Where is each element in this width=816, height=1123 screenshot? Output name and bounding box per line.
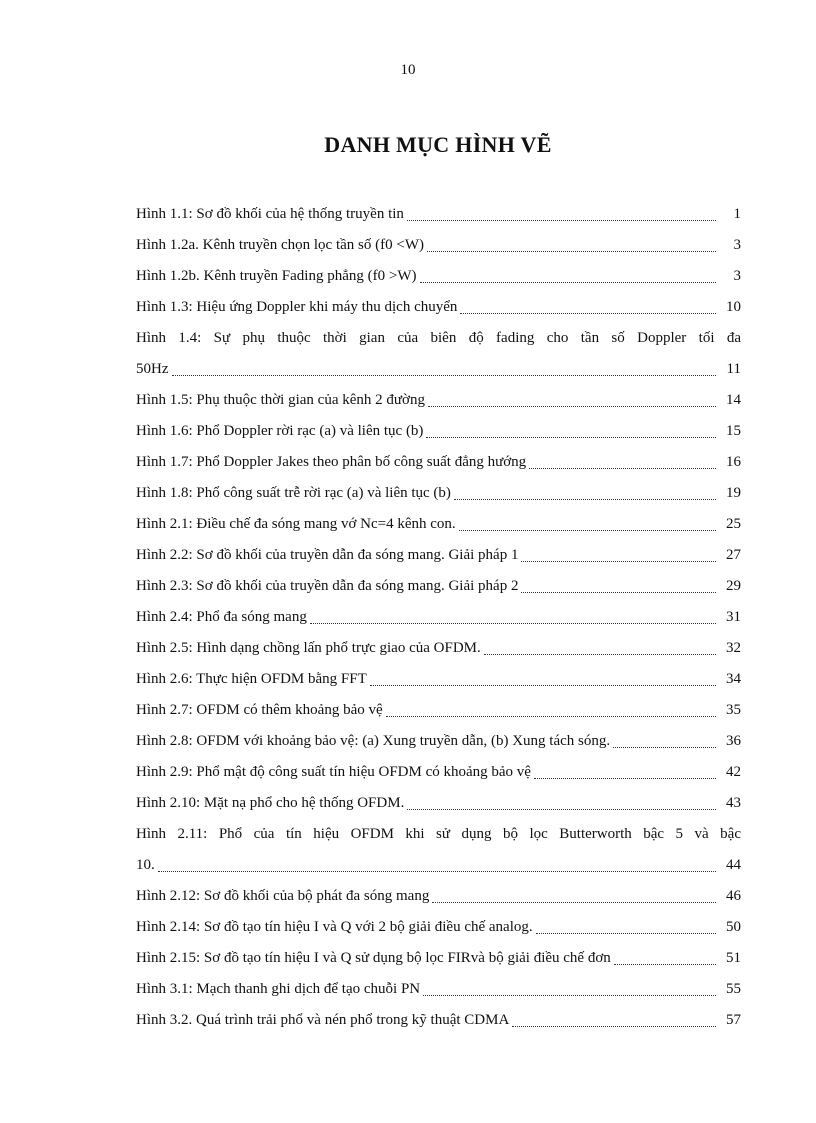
toc-entry [136, 386, 741, 417]
toc-entry-page: 36 [726, 733, 741, 749]
dot-leader [529, 468, 716, 469]
toc-entry [136, 479, 741, 510]
toc-entry-page: 44 [726, 857, 741, 873]
toc-entry [136, 975, 741, 1006]
toc-entry-page: 55 [726, 981, 741, 997]
toc-entry-page: 42 [726, 764, 741, 780]
dot-leader [454, 499, 716, 500]
dot-leader [172, 375, 717, 376]
dot-leader [432, 902, 716, 903]
toc-entry-label: Hình 2.5: Hình dạng chồng lấn phổ trực giao của OFDM. [136, 640, 481, 656]
toc-entry [136, 944, 741, 975]
toc-entry-page: 34 [726, 671, 741, 687]
toc-entry-page: 10 [726, 299, 741, 315]
toc-entry-label: Hình 2.8: OFDM với khoảng bảo vệ: (a) Xung truyền dẫn, (b) Xung tách sóng. [136, 733, 611, 749]
toc-entry [136, 789, 741, 820]
toc-entry-label: Hình 1.6: Phổ Doppler rời rạc (a) và liên tục (b) [136, 423, 424, 439]
toc-entry-label: Hình 2.12: Sơ đồ khối của bộ phát đa sóng mang [136, 888, 430, 904]
toc-entry-label: Hình 1.1: Sơ đồ khối của hệ thống truyền tin [136, 206, 404, 222]
dot-leader [460, 313, 716, 314]
toc-entry [136, 758, 741, 789]
toc-entry-label-continued: 50Hz [136, 361, 169, 377]
dot-leader [614, 964, 716, 965]
dot-leader [536, 933, 716, 934]
toc-entry [136, 510, 741, 541]
toc-entry [136, 913, 741, 944]
toc-entry-label: Hình 2.15: Sơ đồ tạo tín hiệu I và Q sử dụng bộ lọc FIRvà bộ giải điều chế đơn [136, 950, 611, 966]
toc-entry-label: Hình 2.11: Phổ của tín hiệu OFDM khi sử dụng bộ lọc Butterworth bậc 5 và bậc [136, 826, 741, 842]
toc-entry-line [136, 820, 741, 851]
toc-entry [136, 851, 741, 882]
toc-entry-label: Hình 2.14: Sơ đồ tạo tín hiệu I và Q với 2 bộ giải điều chế analog. [136, 919, 533, 935]
dot-leader [521, 561, 716, 562]
dot-leader [420, 282, 717, 283]
toc-entry-page: 3 [733, 237, 741, 253]
toc-entry [136, 1006, 741, 1037]
dot-leader [158, 871, 716, 872]
toc-entry-label: Hình 1.4: Sự phụ thuộc thời gian của biên độ fading cho tần số Doppler tối đa [136, 330, 741, 346]
dot-leader [484, 654, 716, 655]
toc-entry-label: Hình 2.2: Sơ đồ khối của truyền dẫn đa sóng mang. Giải pháp 1 [136, 547, 519, 563]
dot-leader [427, 251, 716, 252]
toc-entry-page: 35 [726, 702, 741, 718]
toc-entry [136, 727, 741, 758]
toc-entry-label: Hình 1.7: Phổ Doppler Jakes theo phân bố công suất đẳng hướng [136, 454, 527, 470]
toc-entry-page: 51 [726, 950, 741, 966]
toc-entry-page: 1 [733, 206, 741, 222]
toc-entry-label: Hình 1.3: Hiệu ứng Doppler khi máy thu dịch chuyển [136, 299, 458, 315]
toc-entry-page: 14 [726, 392, 741, 408]
toc-entry [136, 696, 741, 727]
toc-entry [136, 882, 741, 913]
toc-entry-page: 19 [726, 485, 741, 501]
toc-entry-label: Hình 2.4: Phổ đa sóng mang [136, 609, 307, 625]
toc-entry-page: 25 [726, 516, 741, 532]
toc-entry [136, 355, 741, 386]
dot-leader [407, 220, 716, 221]
toc-entry-page: 50 [726, 919, 741, 935]
toc-entry-label: Hình 2.9: Phổ mật độ công suất tín hiệu OFDM có khoảng bảo vệ [136, 764, 531, 780]
toc-entry-page: 57 [726, 1012, 741, 1028]
toc-entry-label: Hình 1.5: Phụ thuộc thời gian của kênh 2 đường [136, 392, 425, 408]
toc-entry [136, 200, 741, 231]
toc-entry-label-continued: 10. [136, 857, 155, 873]
toc-entry-label: Hình 1.2a. Kênh truyền chọn lọc tần số (f0 <W) [136, 237, 424, 253]
toc-entry-page: 32 [726, 640, 741, 656]
toc-entry-label: Hình 2.6: Thực hiện OFDM bằng FFT [136, 671, 367, 687]
toc-entry-page: 46 [726, 888, 741, 904]
toc-entry-label: Hình 2.10: Mặt nạ phổ cho hệ thống OFDM. [136, 795, 405, 811]
dot-leader [407, 809, 716, 810]
toc-entry-label: Hình 1.8: Phổ công suất trễ rời rạc (a) và liên tục (b) [136, 485, 451, 501]
toc-entry-label: Hình 2.1: Điều chế đa sóng mang vớ Nc=4 kênh con. [136, 516, 456, 532]
toc-entry-page: 31 [726, 609, 741, 625]
toc-entry-page: 29 [726, 578, 741, 594]
toc-entry-label: Hình 3.2. Quá trình trải phổ và nén phổ trong kỹ thuật CDMA [136, 1012, 510, 1028]
dot-leader [534, 778, 716, 779]
toc-entry-page: 3 [733, 268, 741, 284]
toc-entry-page: 11 [726, 361, 741, 377]
dot-leader [613, 747, 716, 748]
toc-entry-page: 15 [726, 423, 741, 439]
toc-entry-page: 43 [726, 795, 741, 811]
dot-leader [310, 623, 716, 624]
toc-entry [136, 448, 741, 479]
toc-entry-page: 27 [726, 547, 741, 563]
toc-entry-label: Hình 1.2b. Kênh truyền Fading phẳng (f0 >W) [136, 268, 417, 284]
toc-entry-label: Hình 2.3: Sơ đồ khối của truyền dẫn đa sóng mang. Giải pháp 2 [136, 578, 519, 594]
toc-entry [136, 262, 741, 293]
figure-list [136, 200, 741, 1037]
dot-leader [370, 685, 716, 686]
dot-leader [428, 406, 716, 407]
toc-entry [136, 665, 741, 696]
dot-leader [426, 437, 716, 438]
toc-entry [136, 634, 741, 665]
toc-entry [136, 572, 741, 603]
dot-leader [459, 530, 716, 531]
toc-entry-line [136, 324, 741, 355]
dot-leader [423, 995, 716, 996]
toc-entry-label: Hình 2.7: OFDM có thêm khoảng bảo vệ [136, 702, 383, 718]
toc-entry [136, 417, 741, 448]
toc-entry [136, 603, 741, 634]
toc-entry [136, 231, 741, 262]
dot-leader [512, 1026, 716, 1027]
toc-entry [136, 293, 741, 324]
toc-entry [136, 541, 741, 572]
toc-entry-label: Hình 3.1: Mạch thanh ghi dịch để tạo chuỗi PN [136, 981, 421, 997]
page-number: 10 [400, 62, 416, 78]
dot-leader [521, 592, 716, 593]
dot-leader [386, 716, 716, 717]
page-title: DANH MỤC HÌNH VẼ [324, 132, 552, 157]
toc-entry-page: 16 [726, 454, 741, 470]
